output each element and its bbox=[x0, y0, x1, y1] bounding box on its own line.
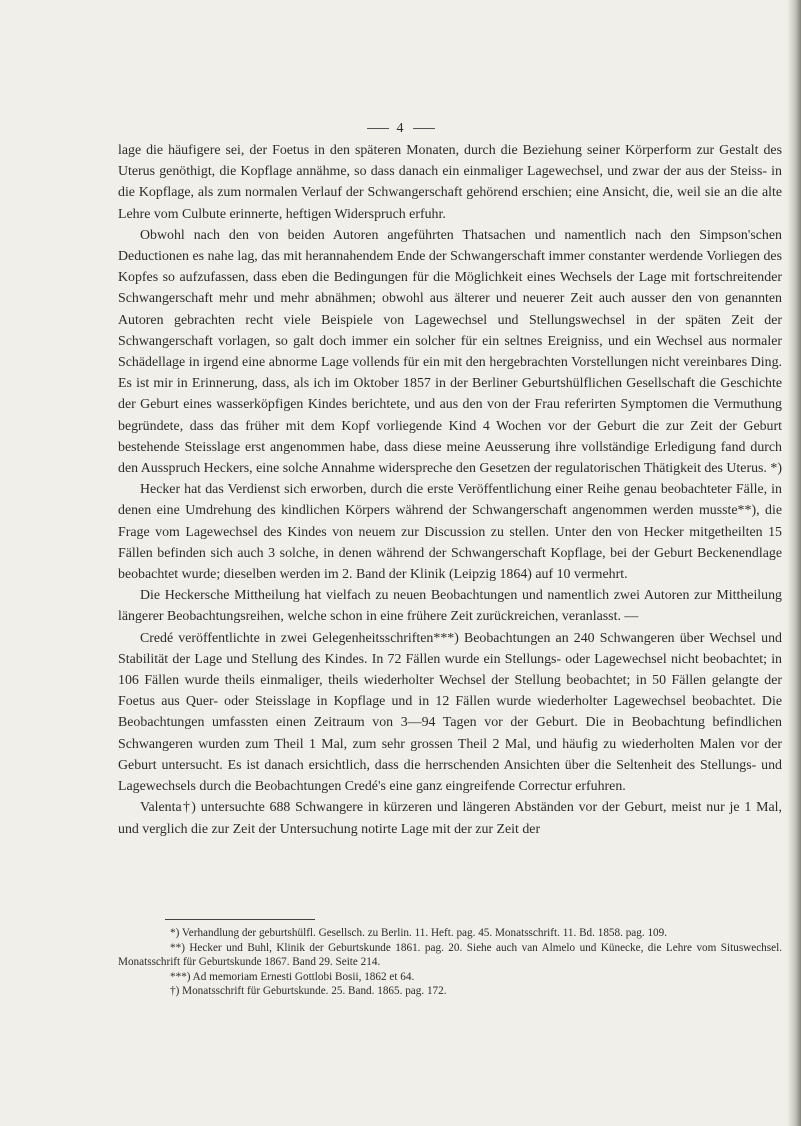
page-number-text: 4 bbox=[396, 121, 405, 136]
footnote-4: †) Monatsschrift für Geburtskunde. 25. Band. 1865. pag. 172. bbox=[170, 985, 447, 998]
footnote-3: ***) Ad memoriam Ernesti Gottlobi Bosii, 1862 et 64. bbox=[170, 970, 415, 983]
page-edge-shadow bbox=[787, 0, 801, 1126]
footnote-1: *) Verhandlung der geburtshülfl. Gesellsch. zu Berlin. 11. Heft. pag. 45. Monatsschrift. 11. Bd. 1858. pag. 109. bbox=[170, 927, 668, 939]
paragraph-4: Die Heckersche Mittheilung hat vielfach zu neuen Beobachtungen und namentlich zwei Autoren zur Mittheilung längerer Beobachtungsreihen, welche schon in eine frühere Zeit zurückreichen, veranlasst. — bbox=[118, 588, 782, 625]
paragraph-6: Valenta†) untersuchte 688 Schwangere in kürzeren und längeren Abständen vor der Geburt, meist nur je 1 Mal, und verglich die zur Zeit der Untersuchung notirte Lage mit der zur Zeit der bbox=[118, 800, 782, 837]
page-number-dash-left bbox=[367, 128, 389, 129]
paragraph-2: Obwohl nach den von beiden Autoren angeführten Thatsachen und namentlich nach den Simpson'schen Deductionen es nahe lag, das mit herannahendem Ende der Schwangerschaft immer constanter werdende Vorliegen des Kopfes so aufzufassen, dass eben die Bedingungen für die Möglichkeit eines Wechsels der Lage mit fortschreitender Schwangerschaft mehr und mehr abnähmen; obwohl aus älterer und neuerer Zeit auch ausser den von genannten Autoren gebrachten recht viele Beispiele von Lagewechsel und Stellungswechsel in der späten Zeit der Schwangerschaft vorlagen, so galt doch immer ein solcher für ein seltnes Ereigniss, und ein Wechsel aus normaler Schädellage in irgend eine abnorme Lage vollends für ein mit den hergebrachten Vorstellungen nicht vereinbares Ding. Es ist mir in Erinnerung, dass, als ich im Oktober 1857 in der Berliner Geburtshülflichen Gesellschaft die Geschichte der Geburt eines wasserköpfigen Kindes berichtete, und aus den von der Frau referirten Symptomen die Vermuthung begründete, dass das früher mit dem Kopf vorliegende Kind 4 Wochen vor der Geburt die zur Zeit der Geburt bestehende Steisslage erst angenommen habe, dass diese meine Aeusserung ihre vollständige Erledigung fand durch den Ausspruch Heckers, eine solche Annahme widerspreche den Gesetzen der regulatorischen Thätigkeit des Uterus. *) bbox=[118, 227, 782, 477]
body-text bbox=[118, 140, 782, 840]
page-number-dash-right bbox=[413, 128, 435, 129]
footnotes bbox=[118, 926, 782, 999]
page-number bbox=[0, 121, 801, 137]
footnote-2: **) Hecker und Buhl, Klinik der Geburtskunde 1861. pag. 20. Siehe auch van Almelo und Künecke, die Lehre vom Situswechsel. Monatsschrift für Geburtskunde 1867. Band 29. Seite 214. bbox=[118, 941, 782, 969]
paragraph-1: lage die häufigere sei, der Foetus in den späteren Monaten, durch die Beziehung seiner Körperform zur Gestalt des Uterus genöthigt, die Kopflage annähme, so dass danach ein einmaliger Lagewechsel, und zwar der aus der Steiss- in die Kopflage, als zum normalen Verlauf der Schwangerschaft gehörend erschien; eine Ansicht, die, weil sie an die alte Lehre vom Culbute erinnerte, heftigen Widerspruch erfuhr. bbox=[118, 143, 782, 222]
paragraph-5: Credé veröffentlichte in zwei Gelegenheitsschriften***) Beobachtungen an 240 Schwangeren über Wechsel und Stabilität der Lage und Stellung des Kindes. In 72 Fällen wurde ein Stellungs- oder Lagewechsel nicht beobachtet; in 106 Fällen wurde theils einmaliger, theils wiederholter Wechsel der Stellung beobachtet; in 50 Fällen gelangte der Foetus aus Quer- oder Steisslage in Kopflage und in 12 Fällen wurde wiederholter Lagewechsel beobachtet. Die Beobachtungen umfassten einen Zeitraum von 3—94 Tagen vor der Geburt. Die in Beobachtung befindlichen Schwangeren wurden zum Theil 1 Mal, zum sehr grossen Theil 2 Mal, und häufig zu wiederholten Malen vor der Geburt untersucht. Es ist danach ersichtlich, dass die herrschenden Ansichten über die Seltenheit des Stellungs- und Lagewechsels durch die Beobachtungen Credé's eine ganz eingreifende Correctur erfuhren. bbox=[118, 630, 782, 795]
paragraph-3: Hecker hat das Verdienst sich erworben, durch die erste Veröffentlichung einer Reihe genau beobachteter Fälle, in denen eine Umdrehung des kindlichen Körpers während der Schwangerschaft angenommen werden musste**), die Frage vom Lagewechsel des Kindes von neuem zur Discussion zu stellen. Unter den von Hecker mitgetheilten 15 Fällen befinden sich auch 3 solche, in denen während der Schwangerschaft Kopflage, bei der Geburt Beckenendlage beobachtet wurde; dieselben werden im 2. Band der Klinik (Leipzig 1864) auf 10 vermehrt. bbox=[118, 482, 782, 583]
footnote-divider bbox=[165, 919, 315, 920]
